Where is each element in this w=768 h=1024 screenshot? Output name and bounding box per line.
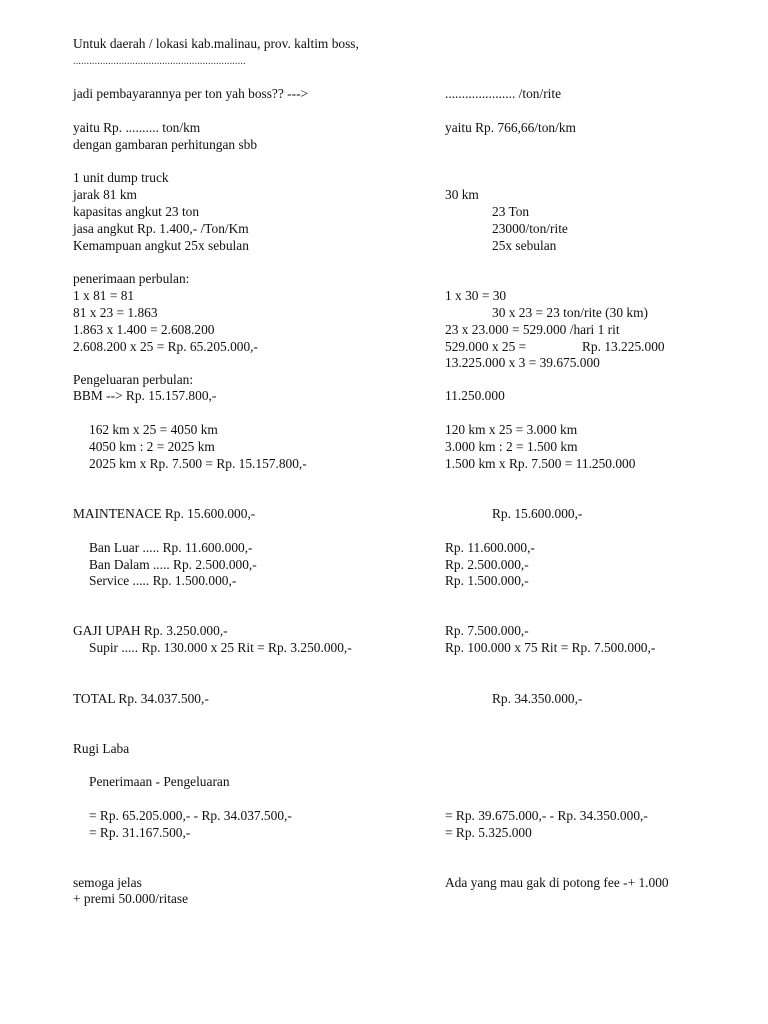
bbm-right-1: 120 km x 25 = 3.000 km — [445, 422, 578, 437]
pengeluaran-title: Pengeluaran perbulan: — [73, 372, 194, 387]
ban-dalam-right: Rp. 2.500.000,- — [445, 557, 529, 572]
intro-dots: ................................................................ — [73, 56, 246, 67]
question-answer: ..................... /ton/rite — [445, 86, 562, 101]
ban-luar-left: Ban Luar ..... Rp. 11.600.000,- — [89, 540, 253, 555]
rugi-laba-right-1: = Rp. 39.675.000,- - Rp. 34.350.000,- — [445, 808, 648, 823]
gaji-right: Rp. 7.500.000,- — [445, 623, 529, 638]
kemampuan-right: 25x sebulan — [492, 238, 557, 253]
question-line: jadi pembayarannya per ton yah boss?? ---> — [73, 86, 309, 101]
penerimaan-right-5: 13.225.000 x 3 = 39.675.000 — [445, 355, 600, 370]
penerimaan-left-4: 2.608.200 x 25 = Rp. 65.205.000,- — [73, 339, 258, 354]
supir-left: Supir ..... Rp. 130.000 x 25 Rit = Rp. 3.250.000,- — [89, 640, 352, 655]
penerimaan-right-1: 1 x 30 = 30 — [445, 288, 507, 303]
bbm-right-2: 3.000 km : 2 = 1.500 km — [445, 439, 578, 454]
total-left: TOTAL Rp. 34.037.500,- — [73, 691, 209, 706]
penerimaan-right-4b: Rp. 13.225.000 — [582, 339, 665, 354]
jarak-left: jarak 81 km — [73, 187, 137, 202]
kemampuan-left: Kemampuan angkut 25x sebulan — [73, 238, 249, 253]
ban-luar-right: Rp. 11.600.000,- — [445, 540, 535, 555]
kapasitas-left: kapasitas angkut 23 ton — [73, 204, 200, 219]
ban-dalam-left: Ban Dalam ..... Rp. 2.500.000,- — [89, 557, 257, 572]
rugi-laba-formula: Penerimaan - Pengeluaran — [89, 774, 230, 789]
bbm-left-1: 162 km x 25 = 4050 km — [89, 422, 218, 437]
maintenance-right: Rp. 15.600.000,- — [492, 506, 583, 521]
rate-right: yaitu Rp. 766,66/ton/km — [445, 120, 576, 135]
penerimaan-right-4a: 529.000 x 25 = — [445, 339, 527, 354]
penerimaan-left-2: 81 x 23 = 1.863 — [73, 305, 158, 320]
jasa-left: jasa angkut Rp. 1.400,- /Ton/Km — [73, 221, 249, 236]
bbm-right-3: 1.500 km x Rp. 7.500 = 11.250.000 — [445, 456, 636, 471]
bbm-left-2: 4050 km : 2 = 2025 km — [89, 439, 215, 454]
rugi-laba-left-2: = Rp. 31.167.500,- — [89, 825, 191, 840]
penerimaan-left-1: 1 x 81 = 81 — [73, 288, 135, 303]
bbm-left-3: 2025 km x Rp. 7.500 = Rp. 15.157.800,- — [89, 456, 307, 471]
penerimaan-left-3: 1.863 x 1.400 = 2.608.200 — [73, 322, 215, 337]
jarak-right: 30 km — [445, 187, 479, 202]
penerimaan-right-2: 30 x 23 = 23 ton/rite (30 km) — [492, 305, 648, 320]
premi-line: + premi 50.000/ritase — [73, 891, 189, 906]
rate-left: yaitu Rp. .......... ton/km — [73, 120, 201, 135]
penerimaan-right-3: 23 x 23.000 = 529.000 /hari 1 rit — [445, 322, 620, 337]
rugi-laba-right-2: = Rp. 5.325.000 — [445, 825, 532, 840]
calc-intro: dengan gambaran perhitungan sbb — [73, 137, 258, 152]
kapasitas-right: 23 Ton — [492, 204, 530, 219]
rugi-laba-left-1: = Rp. 65.205.000,- - Rp. 34.037.500,- — [89, 808, 292, 823]
bbm-left: BBM --> Rp. 15.157.800,- — [73, 388, 217, 403]
total-right: Rp. 34.350.000,- — [492, 691, 583, 706]
penerimaan-title: penerimaan perbulan: — [73, 271, 190, 286]
service-right: Rp. 1.500.000,- — [445, 573, 529, 588]
rugi-laba-title: Rugi Laba — [73, 741, 130, 756]
closing-left: semoga jelas — [73, 875, 142, 890]
closing-right: Ada yang mau gak di potong fee -+ 1.000 — [445, 875, 669, 890]
intro-line: Untuk daerah / lokasi kab.malinau, prov. kaltim boss, — [73, 36, 359, 51]
jasa-right: 23000/ton/rite — [492, 221, 568, 236]
unit-line: 1 unit dump truck — [73, 170, 169, 185]
bbm-right: 11.250.000 — [445, 388, 505, 403]
gaji-left: GAJI UPAH Rp. 3.250.000,- — [73, 623, 228, 638]
service-left: Service ..... Rp. 1.500.000,- — [89, 573, 237, 588]
supir-right: Rp. 100.000 x 75 Rit = Rp. 7.500.000,- — [445, 640, 656, 655]
maintenance-left: MAINTENACE Rp. 15.600.000,- — [73, 506, 256, 521]
